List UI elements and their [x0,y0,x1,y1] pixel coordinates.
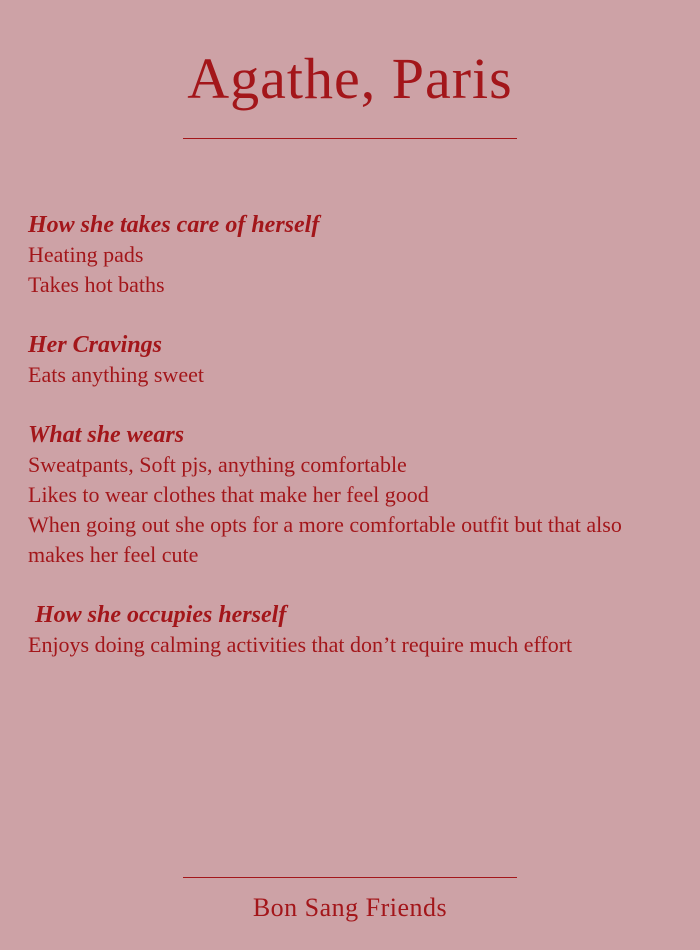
profile-content [28,210,678,690]
section-line: Takes hot baths [28,272,165,297]
footer-brand: Bon Sang Friends [252,893,448,922]
section-clothing [28,420,678,570]
section-self-care [28,210,678,300]
section-line: Likes to wear clothes that make her feel good [28,482,429,507]
section-heading: How she occupies herself [35,602,287,628]
title-divider [183,138,517,139]
section-heading: How she takes care of herself [28,212,320,238]
section-line: Heating pads [28,242,144,267]
section-heading: Her Cravings [28,332,163,358]
section-line: Enjoys doing calming activities that don’t require much effort [28,632,573,657]
section-activities [28,600,678,660]
section-line: Sweatpants, Soft pjs, anything comfortable [28,452,407,477]
section-line: When going out she opts for a more comfortable outfit but that also makes her feel cute [28,512,622,567]
footer-divider [183,877,517,878]
section-line: Eats anything sweet [28,362,204,387]
section-cravings [28,330,678,390]
section-heading: What she wears [28,422,185,448]
page-title: Agathe, Paris [187,46,513,111]
